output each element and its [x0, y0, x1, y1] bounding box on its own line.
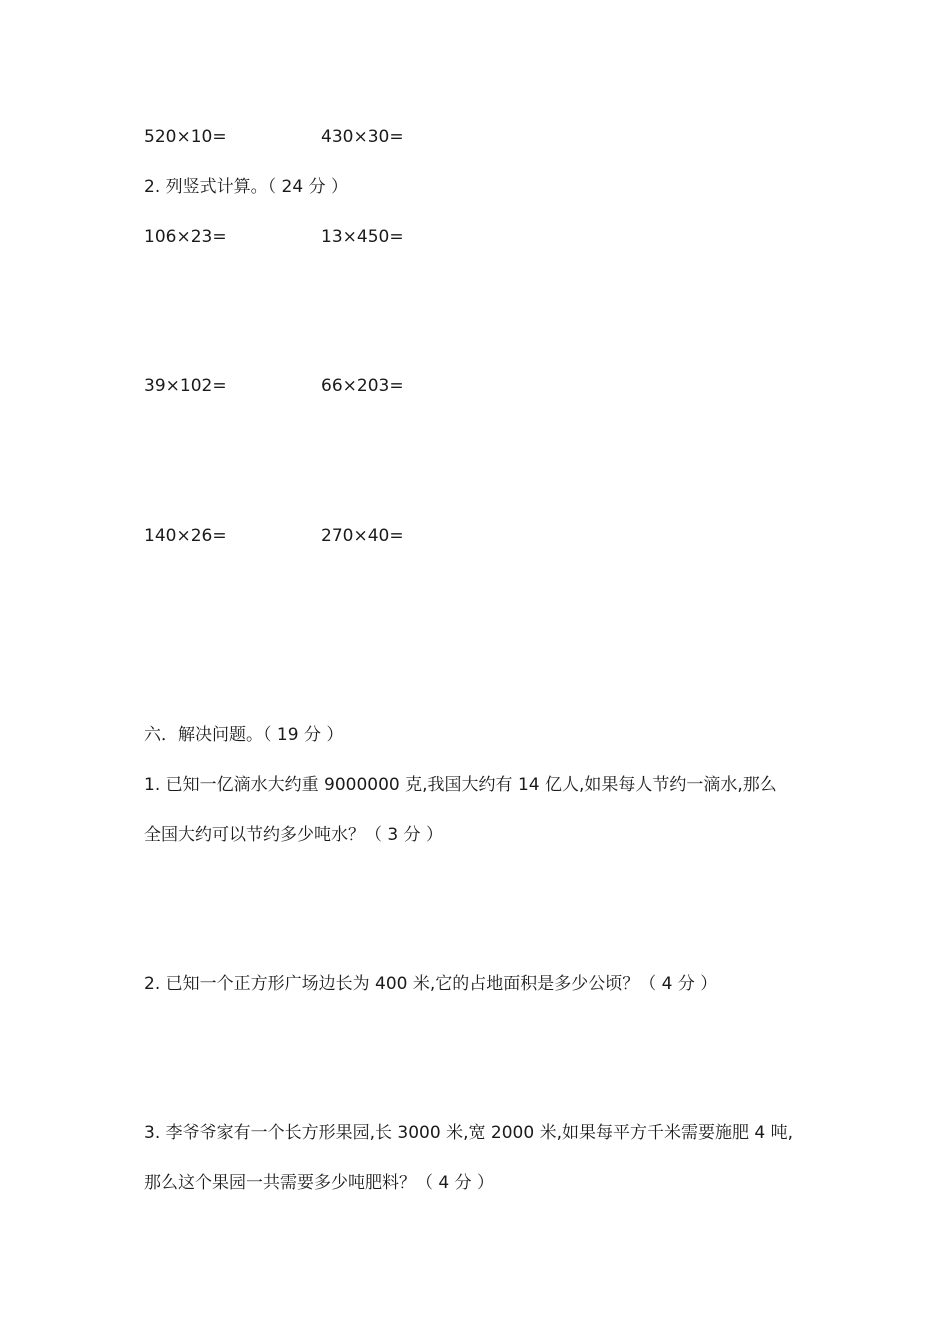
exercise-430x30: 430×30=: [321, 127, 404, 147]
question-3-line-1: 3. 李爷爷家有一个长方形果园,长 3000 米,宽 2000 米,如果每平方千米需要施肥 4 吨,: [144, 1123, 794, 1143]
exercise-106x23: 106×23=: [144, 227, 227, 247]
exercise-140x26: 140×26=: [144, 526, 227, 546]
exercise-13x450: 13×450=: [321, 227, 404, 247]
question-1-line-1: 1. 已知一亿滴水大约重 9000000 克,我国大约有 14 亿人,如果每人节约一滴水,那么: [144, 775, 777, 795]
exercise-66x203: 66×203=: [321, 376, 404, 396]
exercise-270x40: 270×40=: [321, 526, 404, 546]
question-3-line-2: 那么这个果园一共需要多少吨肥料？（ 4 分 ）: [144, 1173, 495, 1193]
exercise-39x102: 39×102=: [144, 376, 227, 396]
question-1-line-2: 全国大约可以节约多少吨水？（ 3 分 ）: [144, 825, 444, 845]
exercise-520x10: 520×10=: [144, 127, 227, 147]
question-2-line-1: 2. 已知一个正方形广场边长为 400 米,它的占地面积是多少公顷？（ 4 分 ）: [144, 974, 718, 994]
section-6-heading: 六．解决问题。（ 19 分 ）: [144, 725, 344, 745]
section-2-heading: 2. 列竖式计算。（ 24 分 ）: [144, 177, 348, 197]
